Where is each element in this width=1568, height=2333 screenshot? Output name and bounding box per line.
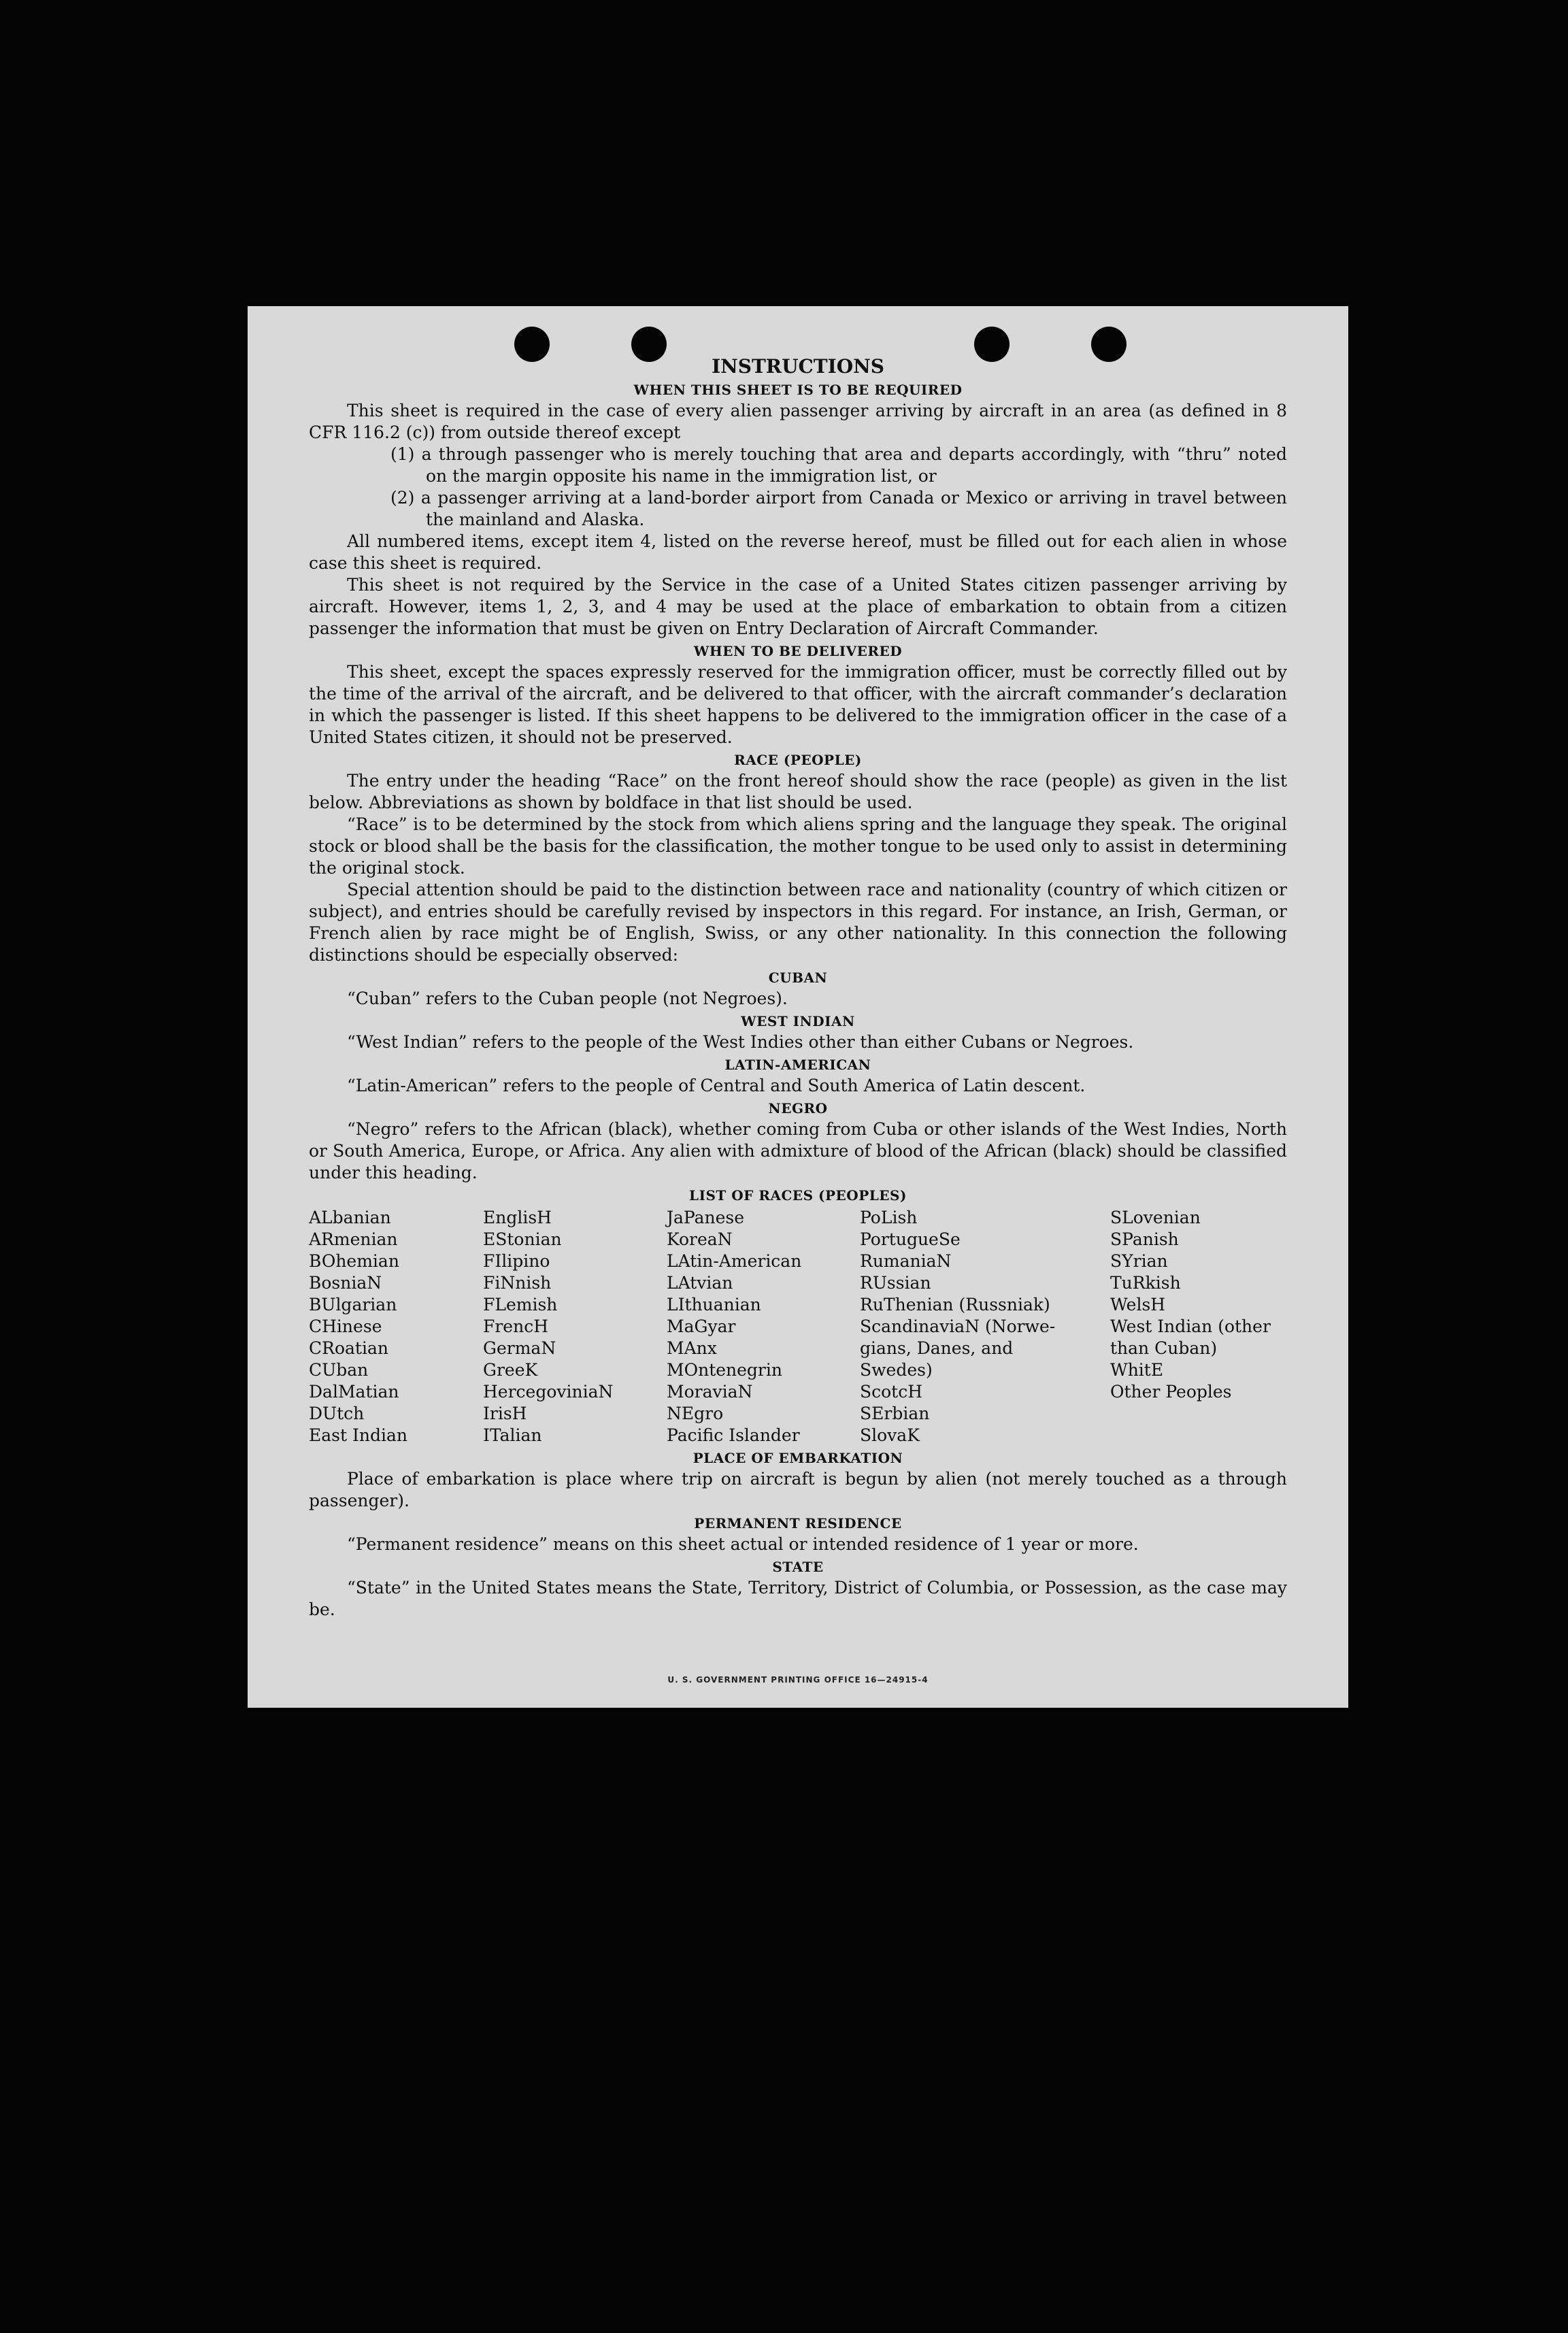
section-heading-embarkation: PLACE OF EMBARKATION — [693, 1450, 903, 1466]
race-entry: East Indian — [309, 1425, 407, 1445]
page-title: INSTRUCTIONS — [712, 355, 884, 378]
race-entry: GermaN — [483, 1338, 556, 1358]
section-heading-latin-american: LATIN-AMERICAN — [724, 1057, 871, 1073]
section-heading-list-of-races: LIST OF RACES (PEOPLES) — [689, 1187, 907, 1204]
race-entry: SPanish — [1110, 1229, 1179, 1249]
race-entry: PortugueSe — [860, 1229, 961, 1249]
race-entry: Swedes) — [860, 1360, 933, 1380]
race-entry: KoreaN — [667, 1229, 733, 1249]
race-entry: RUssian — [860, 1273, 931, 1293]
race-entry: LAtvian — [667, 1273, 733, 1293]
race-entry: MAnx — [667, 1338, 717, 1358]
section-heading-when-delivered: WHEN TO BE DELIVERED — [693, 643, 903, 659]
race-entry: West Indian (other — [1110, 1317, 1271, 1336]
race-entry: MOntenegrin — [667, 1360, 782, 1380]
race-entry: HercegoviniaN — [483, 1382, 614, 1402]
race-entry: RumaniaN — [860, 1251, 952, 1271]
race-entry: CRoatian — [309, 1338, 388, 1358]
race-entry: SYrian — [1110, 1251, 1168, 1271]
section-heading-west-indian: WEST INDIAN — [741, 1013, 855, 1029]
section-heading-state: STATE — [772, 1559, 824, 1575]
race-entry: ScotcH — [860, 1382, 923, 1402]
race-entry: CHinese — [309, 1317, 382, 1336]
race-entry: EStonian — [483, 1229, 562, 1249]
race-entry: FIlipino — [483, 1251, 550, 1271]
race-entry: DUtch — [309, 1404, 365, 1423]
race-entry: ITalian — [483, 1425, 542, 1445]
race-entry: FrencH — [483, 1317, 548, 1336]
paragraph: “State” in the United States means the State, Territory, District of Columbia, or Possession, as the case may be. — [309, 1578, 1287, 1619]
instructions-body — [309, 355, 1287, 1621]
race-entry: GreeK — [483, 1360, 538, 1380]
race-entry: than Cuban) — [1110, 1338, 1218, 1358]
section-heading-residence: PERMANENT RESIDENCE — [694, 1515, 902, 1532]
race-entry: BOhemian — [309, 1251, 399, 1271]
race-entry: NEgro — [667, 1404, 724, 1423]
race-entry: SErbian — [860, 1404, 930, 1423]
paragraph: This sheet is not required by the Service in the case of a United States citizen passenger arriving by aircraft. However, items 1, 2, 3, and 4 may be used at the place of embarkation to obtain from a citizen passenger the information that must be given on Entry Declaration of Aircraft Commander. — [309, 575, 1287, 638]
paragraph: “Negro” refers to the African (black), whether coming from Cuba or other islands of the West Indies, North or South America, Europe, or Africa. Any alien with admixture of blood of the African (black) should be classified under this heading. — [309, 1119, 1287, 1182]
race-entry: FiNnish — [483, 1273, 552, 1293]
exception-item-1: (1) a through passenger who is merely touching that area and departs accordingly, with “thru” noted on the margin opposite his name in the immigration list, or — [390, 444, 1287, 486]
race-column — [860, 1207, 1110, 1446]
race-entry: BosniaN — [309, 1273, 382, 1293]
paragraph: All numbered items, except item 4, listed on the reverse hereof, must be filled out for each alien in whose case this sheet is required. — [309, 531, 1287, 573]
paragraph: “Race” is to be determined by the stock from which aliens spring and the language they speak. The original stock or blood shall be the basis for the classification, the mother tongue to be used only to assist in determining the original stock. — [309, 814, 1287, 878]
race-entry: EnglisH — [483, 1208, 552, 1227]
race-entry: WhitE — [1110, 1360, 1164, 1380]
paragraph: “Cuban” refers to the Cuban people (not Negroes). — [347, 989, 788, 1008]
paragraph: “West Indian” refers to the people of the West Indies other than either Cubans or Negroes. — [347, 1032, 1134, 1052]
race-entry: ARmenian — [309, 1229, 398, 1249]
paragraph: This sheet is required in the case of every alien passenger arriving by aircraft in an area (as defined in 8 CFR 116.2 (c)) from outside thereof except — [309, 401, 1287, 442]
race-entry: MaGyar — [667, 1317, 736, 1336]
section-heading-when-required: WHEN THIS SHEET IS TO BE REQUIRED — [633, 382, 963, 398]
paragraph: This sheet, except the spaces expressly reserved for the immigration officer, must be correctly filled out by the time of the arrival of the aircraft, and be delivered to that officer, with the aircraft commander’s declaration in which the passenger is listed. If this sheet happens to be delivered to the immigration officer in the case of a United States citizen, it should not be preserved. — [309, 662, 1287, 747]
race-entry: Pacific Islander — [667, 1425, 800, 1445]
race-entry: ALbanian — [309, 1208, 391, 1227]
race-column — [309, 1207, 483, 1446]
race-entry: LAtin-American — [667, 1251, 802, 1271]
race-column — [1110, 1207, 1287, 1446]
section-heading-negro: NEGRO — [768, 1100, 828, 1116]
paragraph: “Latin-American” refers to the people of Central and South America of Latin descent. — [347, 1076, 1086, 1095]
race-entry: ScandinaviaN (Norwe- — [860, 1317, 1056, 1336]
document-page — [248, 306, 1348, 1708]
race-column — [667, 1207, 860, 1446]
paragraph: The entry under the heading “Race” on the front hereof should show the race (people) as given in the list below. Abbreviations as shown by boldface in that list should be used. — [309, 771, 1287, 812]
race-entry: FLemish — [483, 1295, 558, 1314]
paragraph: Place of embarkation is place where trip on aircraft is begun by alien (not merely touched as a through passenger). — [309, 1469, 1287, 1510]
section-heading-race: RACE (PEOPLE) — [734, 752, 862, 768]
section-heading-cuban: CUBAN — [768, 970, 828, 986]
race-entry: gians, Danes, and — [860, 1338, 1014, 1358]
race-entry: MoraviaN — [667, 1382, 753, 1402]
race-column — [483, 1207, 667, 1446]
race-entry: BUlgarian — [309, 1295, 397, 1314]
race-entry: SlovaK — [860, 1425, 920, 1445]
race-entry: JaPanese — [667, 1208, 745, 1227]
race-entry: PoLish — [860, 1208, 918, 1227]
race-entry: TuRkish — [1110, 1273, 1181, 1293]
race-entry: RuThenian (Russniak) — [860, 1295, 1050, 1314]
race-entry: DalMatian — [309, 1382, 399, 1402]
race-entry: IrisH — [483, 1404, 527, 1423]
race-entry: Other Peoples — [1110, 1382, 1232, 1402]
race-entry: WelsH — [1110, 1295, 1166, 1314]
race-entry: LIthuanian — [667, 1295, 761, 1314]
printer-imprint: U. S. GOVERNMENT PRINTING OFFICE 16—24915-4 — [667, 1675, 929, 1685]
paragraph: “Permanent residence” means on this sheet actual or intended residence of 1 year or more. — [347, 1534, 1139, 1554]
race-entry: CUban — [309, 1360, 369, 1380]
exception-item-2: (2) a passenger arriving at a land-border airport from Canada or Mexico or arriving in travel between the mainland and Alaska. — [390, 488, 1287, 529]
race-list — [309, 1207, 1287, 1446]
race-entry: SLovenian — [1110, 1208, 1201, 1227]
paragraph: Special attention should be paid to the distinction between race and nationality (country of which citizen or subject), and entries should be carefully revised by inspectors in this regard. For instance, an Irish, German, or French alien by race might be of English, Swiss, or any other nationality. In this connection the following distinctions should be especially observed: — [309, 880, 1287, 965]
